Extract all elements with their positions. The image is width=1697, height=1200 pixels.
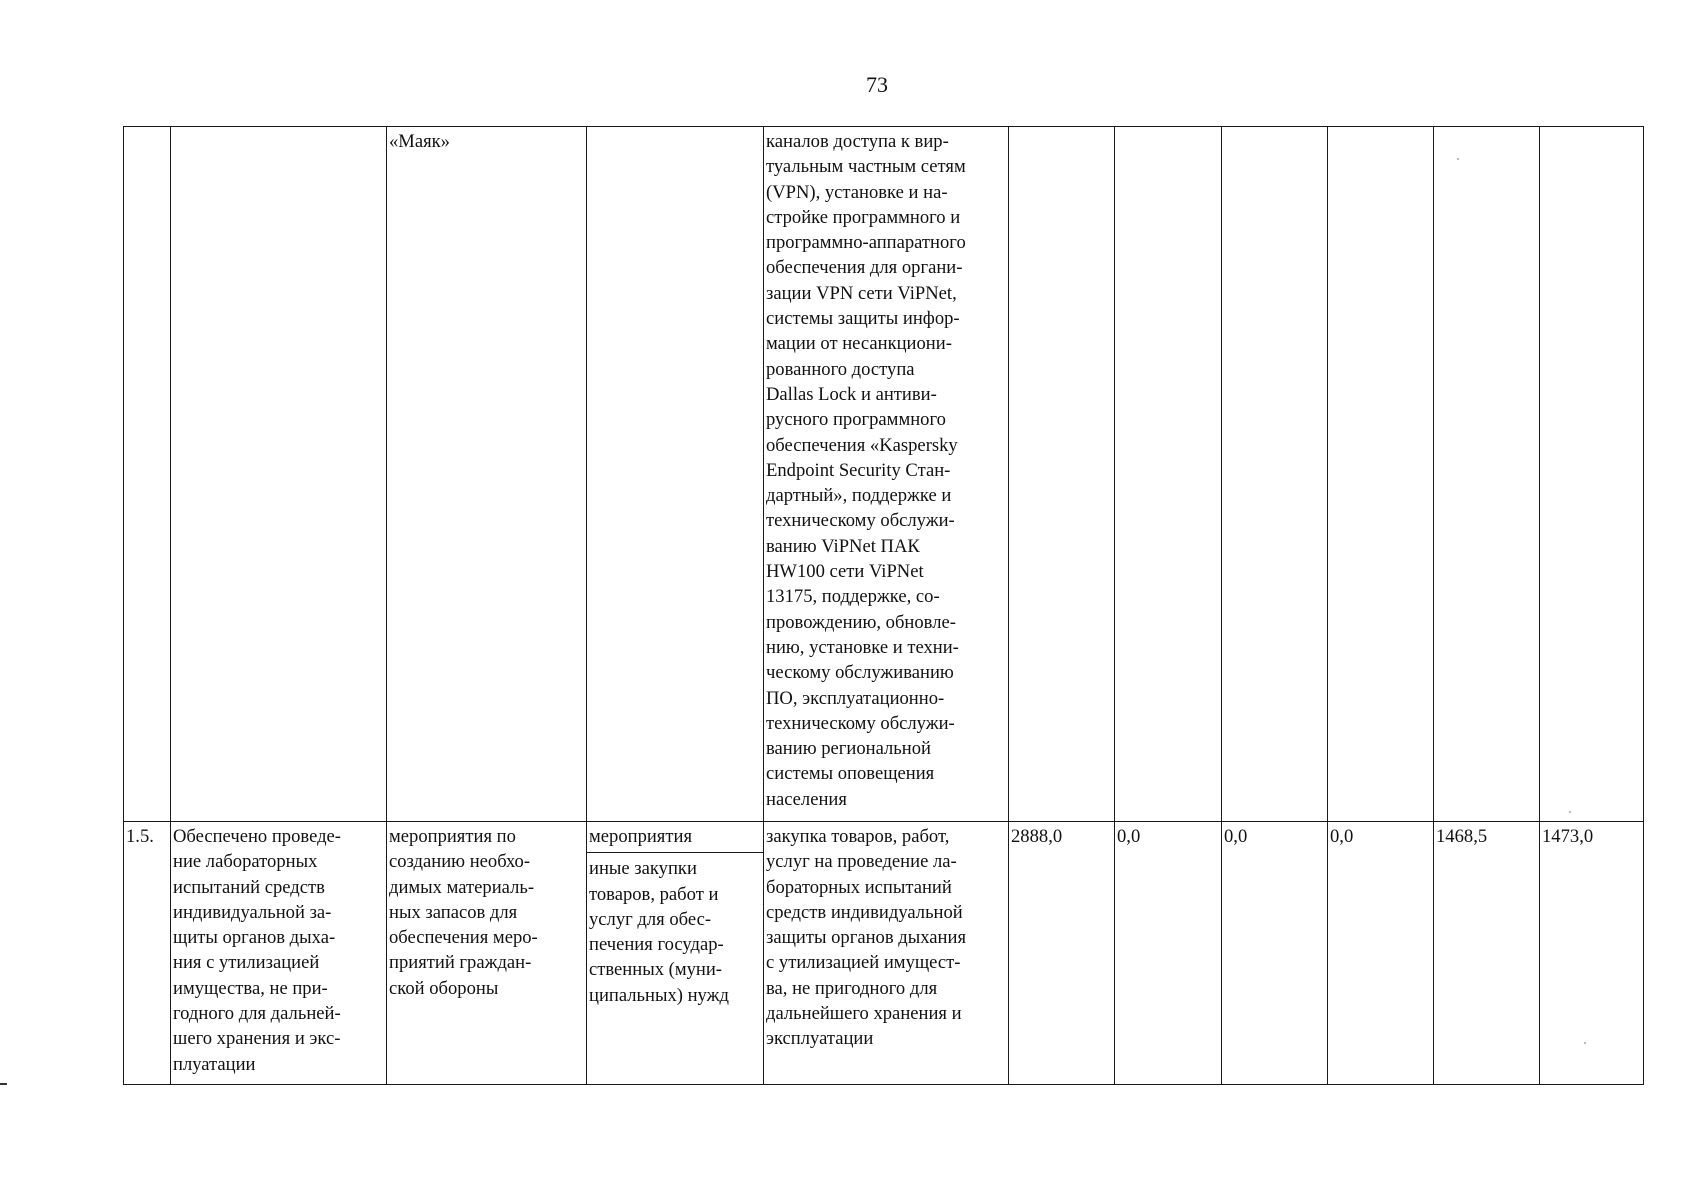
expense-type-detail: иные закупки товаров, работ и услуг для обес- печения государ- ственных (муни- ципальных) нужд: [589, 858, 729, 1006]
page-number: 73: [866, 72, 888, 97]
cell-value: 0,0: [1115, 822, 1222, 1085]
cell-value: 0,0: [1328, 822, 1434, 1085]
cell-value-empty: [1328, 127, 1434, 822]
cell-value: 1468,5: [1434, 822, 1540, 1085]
cell-value-empty: [1434, 127, 1540, 822]
scan-edge-mark: [0, 1083, 7, 1085]
cell-row-number: 1.5.: [124, 822, 171, 1085]
cell-description: закупка товаров, работ, услуг на проведение ла- бораторных испытаний средств индивидуальной защиты органов дыхания с утилизацией имущест- ва, не пригодного для дальнейшего хранения и эксплуатации: [764, 822, 1009, 1085]
cell-value: 1473,0: [1540, 822, 1644, 1085]
cell-value: 0,0: [1222, 822, 1328, 1085]
cell-activity-continued: «Маяк»: [387, 127, 587, 822]
expense-type-header: мероприятия: [587, 824, 763, 853]
cell-value-empty: [1540, 127, 1644, 822]
table-row-1-5: [124, 822, 1644, 1085]
cell-value-empty: [1222, 127, 1328, 822]
cell-expense-type: [587, 822, 764, 1085]
budget-table: [123, 126, 1644, 1085]
cell-type-empty: [587, 127, 764, 822]
cell-value-empty: [1115, 127, 1222, 822]
cell-activity: мероприятия по созданию необхо- димых материаль- ных запасов для обеспечения меро- приятий граждан- ской обороны: [387, 822, 587, 1085]
cell-number-empty: [124, 127, 171, 822]
cell-value-empty: [1009, 127, 1115, 822]
cell-value: 2888,0: [1009, 822, 1115, 1085]
table-row-continued: [124, 127, 1644, 822]
cell-description-continued: каналов доступа к вир- туальным частным сетям (VPN), установке и на- стройке программного и программно-аппаратного обеспечения для органи- зации VPN сети ViPNet, системы защиты инфор- мации от несанкциони- рованного доступа Dallas Lock и антиви- русного программного обеспечения «Kaspersky Endpoint Security Стан- дартный», поддержке и техническому обслужи- ванию ViPNet ПАК HW100 сети ViPNet 13175, поддержке, со- провождению, обновле- нию, установке и техни- ческому обслуживанию ПО, эксплуатационно- техническому обслужи- ванию региональной системы оповещения населения: [764, 127, 1009, 822]
cell-result-empty: [171, 127, 387, 822]
cell-result: Обеспечено проведе- ние лабораторных испытаний средств индивидуальной за- щиты органов дыха- ния с утилизацией имущества, не при- годного для дальней- шего хранения и экс- плуатации: [171, 822, 387, 1085]
